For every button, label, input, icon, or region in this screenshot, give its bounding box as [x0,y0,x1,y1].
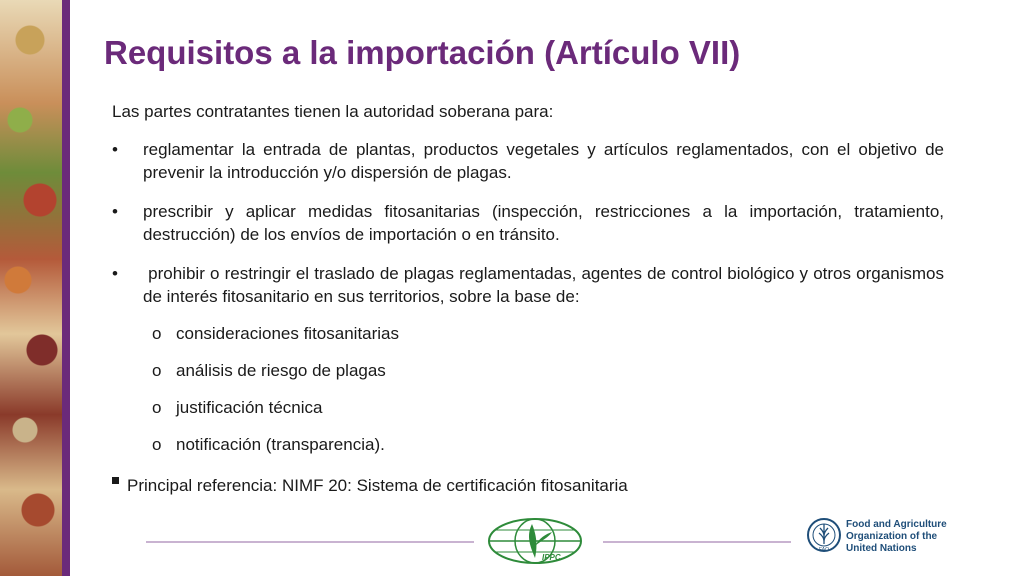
square-bullet-icon [112,477,119,484]
fao-logo-text: FAO [818,547,830,553]
sub-item-text: justificación técnica [176,398,323,417]
bullet-mark: • [112,140,118,159]
sub-bullet-mark: o [152,435,162,454]
reference-line [112,474,944,497]
sub-item [112,433,944,456]
ippc-logo-icon [486,516,584,566]
botanical-illustration-strip [0,0,62,576]
bullet-item [112,138,944,184]
sub-item-text: consideraciones fitosanitarias [176,324,400,343]
reference-text: Principal referencia: NIMF 20: Sistema de certificación fitosanitaria [127,476,628,495]
slide-title: Requisitos a la importación (Artículo VII) [104,34,741,71]
slide-body [112,100,949,497]
bullet-item [112,262,949,308]
fao-name [846,519,947,555]
fao-name-line: United Nations [846,543,917,554]
fao-name-line: Organization of the [846,531,938,542]
bullet-text: prohibir o restringir el traslado de plagas reglamentadas, agentes de control biológico y otros organismos de interés fitosanitario en sus territorios, sobre la base de: [143,264,949,306]
footer-divider-left [146,541,474,543]
sub-item-text: análisis de riesgo de plagas [176,361,386,380]
sub-item-text: notificación (transparencia). [176,435,385,454]
bullet-mark: • [112,264,118,283]
sub-item [112,322,944,345]
fao-name-line: Food and Agriculture [846,519,947,530]
bullet-text: reglamentar la entrada de plantas, productos vegetales y artículos reglamentados, con el objetivo de prevenir la introducción y/o dispersión de plagas. [143,140,944,182]
bullet-text: prescribir y aplicar medidas fitosanitarias (inspección, restricciones a la importación, tratamiento, destrucción) de los envíos de importación o en tránsito. [143,202,944,244]
bullet-item [112,200,944,246]
sub-bullet-mark: o [152,398,162,417]
bullet-mark: • [112,202,118,221]
sub-item [112,396,944,419]
fao-emblem-icon [806,516,842,554]
intro-text: Las partes contratantes tienen la autoridad soberana para: [112,102,554,121]
sub-item [112,359,944,382]
sub-bullet-mark: o [152,324,162,343]
ippc-logo-text: IPPC [542,553,561,562]
accent-bar [62,0,70,576]
sub-bullet-mark: o [152,361,162,380]
footer-divider-right [603,541,791,543]
